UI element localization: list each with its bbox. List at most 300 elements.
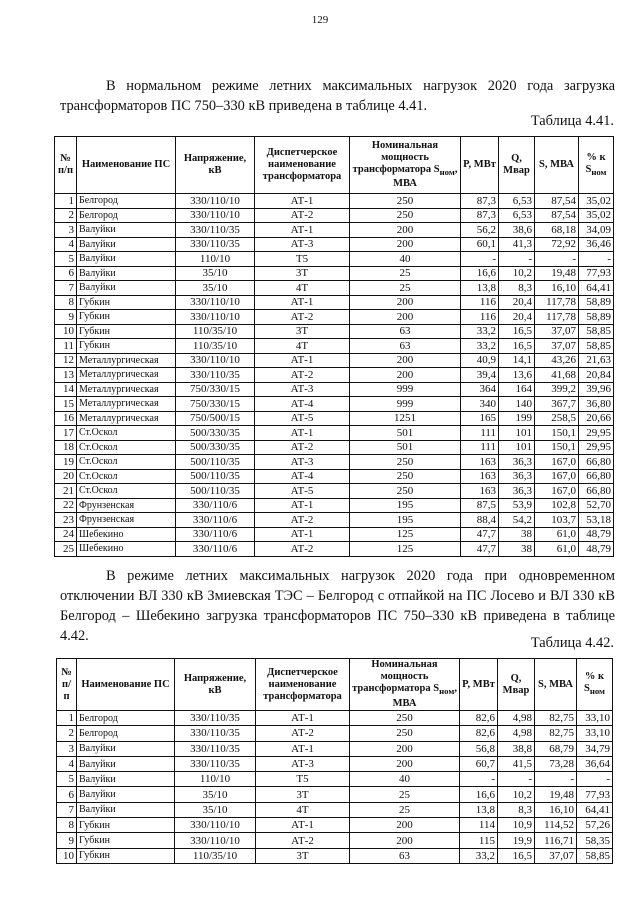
cell-voltage: 330/110/35 <box>176 223 255 238</box>
cell-name: Белгород <box>77 711 175 726</box>
cell-pct: 58,85 <box>577 848 613 863</box>
cell-rated: 1251 <box>350 411 461 426</box>
cell-num: 8 <box>57 818 77 833</box>
cell-rated: 200 <box>350 368 461 383</box>
cell-pct: 66,80 <box>579 484 614 499</box>
cell-voltage: 330/110/10 <box>176 310 255 325</box>
cell-num: 7 <box>57 802 77 817</box>
table-row <box>57 726 613 741</box>
cell-p: 56,2 <box>461 223 499 238</box>
cell-name: Металлургическая <box>77 368 176 383</box>
cell-voltage: 110/35/10 <box>176 324 255 339</box>
header-q: Q, Мвар <box>499 137 535 194</box>
cell-voltage: 330/110/6 <box>176 527 255 542</box>
cell-s: 117,78 <box>535 295 579 310</box>
cell-name: Губкин <box>77 310 176 325</box>
cell-p: 88,4 <box>461 513 499 528</box>
cell-p: - <box>460 772 498 787</box>
cell-q: 101 <box>499 440 535 455</box>
table-row <box>55 469 614 484</box>
cell-dispatch: АТ-1 <box>255 426 350 441</box>
cell-s: 19,48 <box>535 787 577 802</box>
cell-pct: 66,80 <box>579 455 614 470</box>
table-row <box>55 368 614 383</box>
cell-q: 13,6 <box>499 368 535 383</box>
cell-q: 8,3 <box>499 281 535 296</box>
table-row <box>55 455 614 470</box>
cell-name: Валуйки <box>77 741 175 756</box>
header-num: № п/п <box>55 137 77 194</box>
cell-rated: 25 <box>350 266 461 281</box>
cell-s: 114,52 <box>535 818 577 833</box>
table-row <box>55 223 614 238</box>
cell-name: Металлургическая <box>77 382 176 397</box>
cell-s: 37,07 <box>535 324 579 339</box>
cell-voltage: 500/110/35 <box>176 484 255 499</box>
cell-pct: 36,46 <box>579 237 614 252</box>
cell-p: 56,8 <box>460 741 498 756</box>
cell-p: 111 <box>461 440 499 455</box>
cell-pct: 52,70 <box>579 498 614 513</box>
cell-num: 20 <box>55 469 77 484</box>
table-row <box>55 252 614 267</box>
cell-name: Белгород <box>77 194 176 209</box>
cell-q: 41,5 <box>498 756 535 771</box>
cell-s: 68,79 <box>535 741 577 756</box>
cell-dispatch: АТ-1 <box>255 295 350 310</box>
table-row <box>55 411 614 426</box>
cell-voltage: 330/110/6 <box>176 513 255 528</box>
cell-q: 10,2 <box>498 787 535 802</box>
cell-num: 4 <box>55 237 77 252</box>
cell-q: 38 <box>499 527 535 542</box>
cell-rated: 250 <box>350 208 461 223</box>
cell-voltage: 330/110/10 <box>176 208 255 223</box>
cell-pct: 64,41 <box>577 802 613 817</box>
cell-rated: 63 <box>350 848 460 863</box>
cell-name: Губкин <box>77 324 176 339</box>
cell-q: 53,9 <box>499 498 535 513</box>
cell-q: 16,5 <box>499 339 535 354</box>
cell-voltage: 750/330/15 <box>176 397 255 412</box>
cell-s: 68,18 <box>535 223 579 238</box>
cell-dispatch: 3Т <box>256 787 350 802</box>
table-header-row <box>57 659 613 711</box>
cell-pct: 29,95 <box>579 426 614 441</box>
cell-voltage: 330/110/35 <box>175 741 256 756</box>
cell-dispatch: АТ-1 <box>256 711 350 726</box>
cell-voltage: 330/110/35 <box>175 756 256 771</box>
cell-q: 101 <box>499 426 535 441</box>
cell-pct: 36,64 <box>577 756 613 771</box>
header-rated-sub: ном <box>439 686 455 697</box>
cell-rated: 200 <box>350 833 460 848</box>
cell-voltage: 35/10 <box>175 802 256 817</box>
cell-pct: - <box>577 772 613 787</box>
table-row <box>55 266 614 281</box>
cell-s: 37,07 <box>535 339 579 354</box>
cell-num: 25 <box>55 542 77 557</box>
header-pct-text: % к S <box>583 671 605 695</box>
cell-q: 4,98 <box>498 726 535 741</box>
table-row <box>55 484 614 499</box>
cell-rated: 200 <box>350 741 460 756</box>
header-dispatch: Диспетчерское наименование трансформатора <box>255 137 350 194</box>
cell-rated: 250 <box>350 711 460 726</box>
cell-p: 33,2 <box>461 324 499 339</box>
cell-rated: 200 <box>350 237 461 252</box>
cell-p: 364 <box>461 382 499 397</box>
table-row <box>55 426 614 441</box>
cell-dispatch: АТ-2 <box>255 513 350 528</box>
cell-pct: 33,10 <box>577 711 613 726</box>
cell-dispatch: АТ-3 <box>256 756 350 771</box>
cell-rated: 200 <box>350 818 460 833</box>
cell-q: 16,5 <box>498 848 535 863</box>
cell-voltage: 330/110/10 <box>176 194 255 209</box>
cell-pct: 77,93 <box>579 266 614 281</box>
cell-s: 61,0 <box>535 527 579 542</box>
cell-rated: 200 <box>350 295 461 310</box>
cell-num: 3 <box>57 741 77 756</box>
cell-name: Металлургическая <box>77 411 176 426</box>
cell-name: Шебекино <box>77 542 176 557</box>
cell-num: 9 <box>55 310 77 325</box>
header-rated-text: Номинальная мощность трансформатора S <box>352 659 440 695</box>
cell-rated: 501 <box>350 426 461 441</box>
cell-name: Валуйки <box>77 223 176 238</box>
cell-name: Губкин <box>77 833 175 848</box>
table-body <box>57 711 613 864</box>
table-row <box>55 295 614 310</box>
cell-dispatch: 4Т <box>255 339 350 354</box>
cell-s: 367,7 <box>535 397 579 412</box>
header-rated-unit: , МВА <box>393 163 458 190</box>
cell-name: Шебекино <box>77 527 176 542</box>
cell-voltage: 500/110/35 <box>176 469 255 484</box>
cell-name: Валуйки <box>77 802 175 817</box>
cell-name: Валуйки <box>77 266 176 281</box>
cell-q: 38,8 <box>498 741 535 756</box>
header-pct-sub: ном <box>591 167 607 178</box>
table-row <box>57 802 613 817</box>
cell-q: - <box>498 772 535 787</box>
header-pct-text: % к S <box>585 151 606 175</box>
cell-s: 16,10 <box>535 281 579 296</box>
cell-pct: 57,26 <box>577 818 613 833</box>
cell-name: Губкин <box>77 818 175 833</box>
table-row <box>57 833 613 848</box>
cell-p: 163 <box>461 455 499 470</box>
table-row <box>55 281 614 296</box>
cell-voltage: 330/110/10 <box>176 353 255 368</box>
cell-num: 24 <box>55 527 77 542</box>
table-row <box>57 711 613 726</box>
cell-voltage: 35/10 <box>175 787 256 802</box>
cell-voltage: 750/330/15 <box>176 382 255 397</box>
table-4-42 <box>56 658 613 864</box>
header-pct <box>577 659 613 711</box>
cell-s: 103,7 <box>535 513 579 528</box>
cell-pct: 58,85 <box>579 339 614 354</box>
table-row <box>57 741 613 756</box>
cell-pct: 48,79 <box>579 527 614 542</box>
table-row <box>55 498 614 513</box>
cell-dispatch: 4Т <box>256 802 350 817</box>
header-rated-sub: ном <box>439 167 455 178</box>
cell-pct: 20,84 <box>579 368 614 383</box>
cell-s: 167,0 <box>535 469 579 484</box>
cell-s: 102,8 <box>535 498 579 513</box>
cell-name: Ст.Оскол <box>77 455 176 470</box>
cell-name: Белгород <box>77 726 175 741</box>
table-row <box>55 527 614 542</box>
cell-voltage: 330/110/6 <box>176 542 255 557</box>
table-4-41-caption: Таблица 4.41. <box>530 113 614 129</box>
cell-p: 82,6 <box>460 711 498 726</box>
cell-s: 87,54 <box>535 208 579 223</box>
header-voltage: Напряжение, кВ <box>176 137 255 194</box>
header-p: P, МВт <box>461 137 499 194</box>
cell-dispatch: 3Т <box>255 266 350 281</box>
cell-name: Валуйки <box>77 281 176 296</box>
cell-s: 87,54 <box>535 194 579 209</box>
cell-rated: 40 <box>350 252 461 267</box>
cell-dispatch: АТ-1 <box>255 223 350 238</box>
cell-p: 111 <box>461 426 499 441</box>
cell-voltage: 330/110/10 <box>175 818 256 833</box>
header-rated-unit: , МВА <box>392 683 457 709</box>
cell-s: 117,78 <box>535 310 579 325</box>
cell-name: Валуйки <box>77 237 176 252</box>
header-p: P, МВт <box>460 659 498 711</box>
cell-name: Губкин <box>77 295 176 310</box>
cell-num: 6 <box>55 266 77 281</box>
cell-p: 16,6 <box>461 266 499 281</box>
cell-num: 21 <box>55 484 77 499</box>
cell-num: 17 <box>55 426 77 441</box>
cell-dispatch: Т5 <box>255 252 350 267</box>
cell-rated: 200 <box>350 310 461 325</box>
cell-voltage: 330/110/35 <box>175 711 256 726</box>
cell-dispatch: 4Т <box>255 281 350 296</box>
cell-p: 13,8 <box>461 281 499 296</box>
cell-q: 164 <box>499 382 535 397</box>
cell-rated: 63 <box>350 324 461 339</box>
cell-pct: 20,66 <box>579 411 614 426</box>
table-row <box>55 513 614 528</box>
cell-num: 15 <box>55 397 77 412</box>
cell-num: 14 <box>55 382 77 397</box>
cell-dispatch: АТ-1 <box>255 194 350 209</box>
header-name: Наименование ПС <box>77 137 176 194</box>
header-q: Q, Мвар <box>498 659 535 711</box>
cell-p: 47,7 <box>461 542 499 557</box>
cell-p: 115 <box>460 833 498 848</box>
cell-num: 1 <box>55 194 77 209</box>
table-row <box>55 324 614 339</box>
cell-rated: 125 <box>350 527 461 542</box>
table-row <box>55 339 614 354</box>
cell-s: 72,92 <box>535 237 579 252</box>
cell-s: 43,26 <box>535 353 579 368</box>
header-pct <box>579 137 614 194</box>
cell-pct: 66,80 <box>579 469 614 484</box>
cell-voltage: 330/110/35 <box>176 368 255 383</box>
cell-dispatch: АТ-2 <box>255 368 350 383</box>
cell-rated: 250 <box>350 455 461 470</box>
cell-voltage: 35/10 <box>176 281 255 296</box>
cell-pct: 64,41 <box>579 281 614 296</box>
cell-dispatch: АТ-1 <box>255 498 350 513</box>
cell-num: 11 <box>55 339 77 354</box>
cell-rated: 250 <box>350 469 461 484</box>
cell-voltage: 330/110/35 <box>175 726 256 741</box>
cell-num: 2 <box>57 726 77 741</box>
cell-pct: 34,79 <box>577 741 613 756</box>
cell-num: 1 <box>57 711 77 726</box>
cell-s: 399,2 <box>535 382 579 397</box>
table-row <box>55 440 614 455</box>
cell-rated: 999 <box>350 397 461 412</box>
cell-rated: 25 <box>350 787 460 802</box>
cell-dispatch: АТ-2 <box>255 440 350 455</box>
cell-s: 82,75 <box>535 711 577 726</box>
table-row <box>55 237 614 252</box>
cell-voltage: 500/330/35 <box>176 426 255 441</box>
cell-dispatch: АТ-4 <box>255 397 350 412</box>
cell-pct: 39,96 <box>579 382 614 397</box>
second-paragraph: В режиме летних максимальных нагрузок 2020 года при одновременном отключении ВЛ 330 кВ Змиевская ТЭС – Белгород с отпайкой на ПС Лосево и ВЛ 330 кВ Белгород – Шебекино загрузка трансформаторов ПС 750–330 кВ приведена в таблице 4.42. <box>60 568 615 644</box>
cell-pct: 35,02 <box>579 208 614 223</box>
table-row <box>55 353 614 368</box>
cell-num: 6 <box>57 787 77 802</box>
cell-name: Фрунзенская <box>77 513 176 528</box>
table-4-42-caption: Таблица 4.42. <box>530 635 614 651</box>
cell-dispatch: АТ-3 <box>255 455 350 470</box>
cell-s: 167,0 <box>535 455 579 470</box>
intro-paragraph: В нормальном режиме летних максимальных нагрузок 2020 года загрузка трансформаторов ПС 750–330 кВ приведена в таблице 4.41. <box>60 78 615 114</box>
cell-pct: 53,18 <box>579 513 614 528</box>
header-rated-text: Номинальная мощность трансформатора S <box>352 139 440 175</box>
cell-q: 54,2 <box>499 513 535 528</box>
cell-dispatch: 3Т <box>255 324 350 339</box>
cell-q: 6,53 <box>499 194 535 209</box>
cell-num: 13 <box>55 368 77 383</box>
cell-rated: 200 <box>350 353 461 368</box>
cell-voltage: 110/10 <box>175 772 256 787</box>
table-row <box>55 310 614 325</box>
cell-q: 4,98 <box>498 711 535 726</box>
cell-voltage: 330/110/10 <box>176 295 255 310</box>
cell-voltage: 330/110/6 <box>176 498 255 513</box>
cell-q: 10,9 <box>498 818 535 833</box>
cell-dispatch: АТ-1 <box>255 353 350 368</box>
cell-rated: 195 <box>350 513 461 528</box>
cell-dispatch: АТ-1 <box>255 527 350 542</box>
cell-name: Белгород <box>77 208 176 223</box>
cell-num: 5 <box>55 252 77 267</box>
cell-s: 41,68 <box>535 368 579 383</box>
cell-q: 8,3 <box>498 802 535 817</box>
cell-s: - <box>535 772 577 787</box>
cell-num: 10 <box>57 848 77 863</box>
cell-s: 16,10 <box>535 802 577 817</box>
cell-dispatch: АТ-2 <box>256 726 350 741</box>
cell-name: Ст.Оскол <box>77 426 176 441</box>
header-s: S, МВА <box>535 137 579 194</box>
cell-p: 163 <box>461 484 499 499</box>
cell-pct: 58,35 <box>577 833 613 848</box>
cell-pct: 21,63 <box>579 353 614 368</box>
cell-p: 16,6 <box>460 787 498 802</box>
cell-name: Фрунзенская <box>77 498 176 513</box>
cell-rated: 250 <box>350 484 461 499</box>
cell-name: Валуйки <box>77 756 175 771</box>
cell-pct: 29,95 <box>579 440 614 455</box>
cell-num: 22 <box>55 498 77 513</box>
table-row <box>55 542 614 557</box>
cell-s: 61,0 <box>535 542 579 557</box>
cell-num: 16 <box>55 411 77 426</box>
cell-p: 116 <box>461 295 499 310</box>
header-dispatch: Диспетчерское наименование трансформатора <box>256 659 350 711</box>
cell-p: 13,8 <box>460 802 498 817</box>
cell-dispatch: АТ-2 <box>255 310 350 325</box>
cell-pct: 58,89 <box>579 295 614 310</box>
cell-dispatch: АТ-2 <box>256 833 350 848</box>
cell-num: 5 <box>57 772 77 787</box>
cell-dispatch: АТ-5 <box>255 484 350 499</box>
cell-p: 114 <box>460 818 498 833</box>
cell-p: - <box>461 252 499 267</box>
cell-voltage: 110/35/10 <box>175 848 256 863</box>
cell-p: 33,2 <box>460 848 498 863</box>
cell-name: Губкин <box>77 339 176 354</box>
cell-name: Валуйки <box>77 787 175 802</box>
cell-rated: 25 <box>350 802 460 817</box>
cell-name: Губкин <box>77 848 175 863</box>
header-voltage: Напряжение, кВ <box>175 659 256 711</box>
cell-voltage: 500/110/35 <box>176 455 255 470</box>
cell-s: 37,07 <box>535 848 577 863</box>
cell-voltage: 35/10 <box>176 266 255 281</box>
cell-rated: 195 <box>350 498 461 513</box>
table-row <box>55 194 614 209</box>
table-body <box>55 194 614 557</box>
cell-q: 20,4 <box>499 310 535 325</box>
cell-pct: - <box>579 252 614 267</box>
cell-s: 19,48 <box>535 266 579 281</box>
cell-num: 19 <box>55 455 77 470</box>
cell-rated: 250 <box>350 726 460 741</box>
cell-dispatch: Т5 <box>256 772 350 787</box>
cell-p: 60,1 <box>461 237 499 252</box>
header-rated-power <box>350 137 461 194</box>
table-row <box>55 397 614 412</box>
cell-s: 258,5 <box>535 411 579 426</box>
cell-q: 36,3 <box>499 484 535 499</box>
cell-dispatch: АТ-1 <box>256 741 350 756</box>
cell-q: 19,9 <box>498 833 535 848</box>
cell-p: 40,9 <box>461 353 499 368</box>
cell-dispatch: АТ-2 <box>255 208 350 223</box>
cell-name: Ст.Оскол <box>77 469 176 484</box>
cell-pct: 77,93 <box>577 787 613 802</box>
cell-p: 87,5 <box>461 498 499 513</box>
cell-p: 60,7 <box>460 756 498 771</box>
cell-q: 16,5 <box>499 324 535 339</box>
